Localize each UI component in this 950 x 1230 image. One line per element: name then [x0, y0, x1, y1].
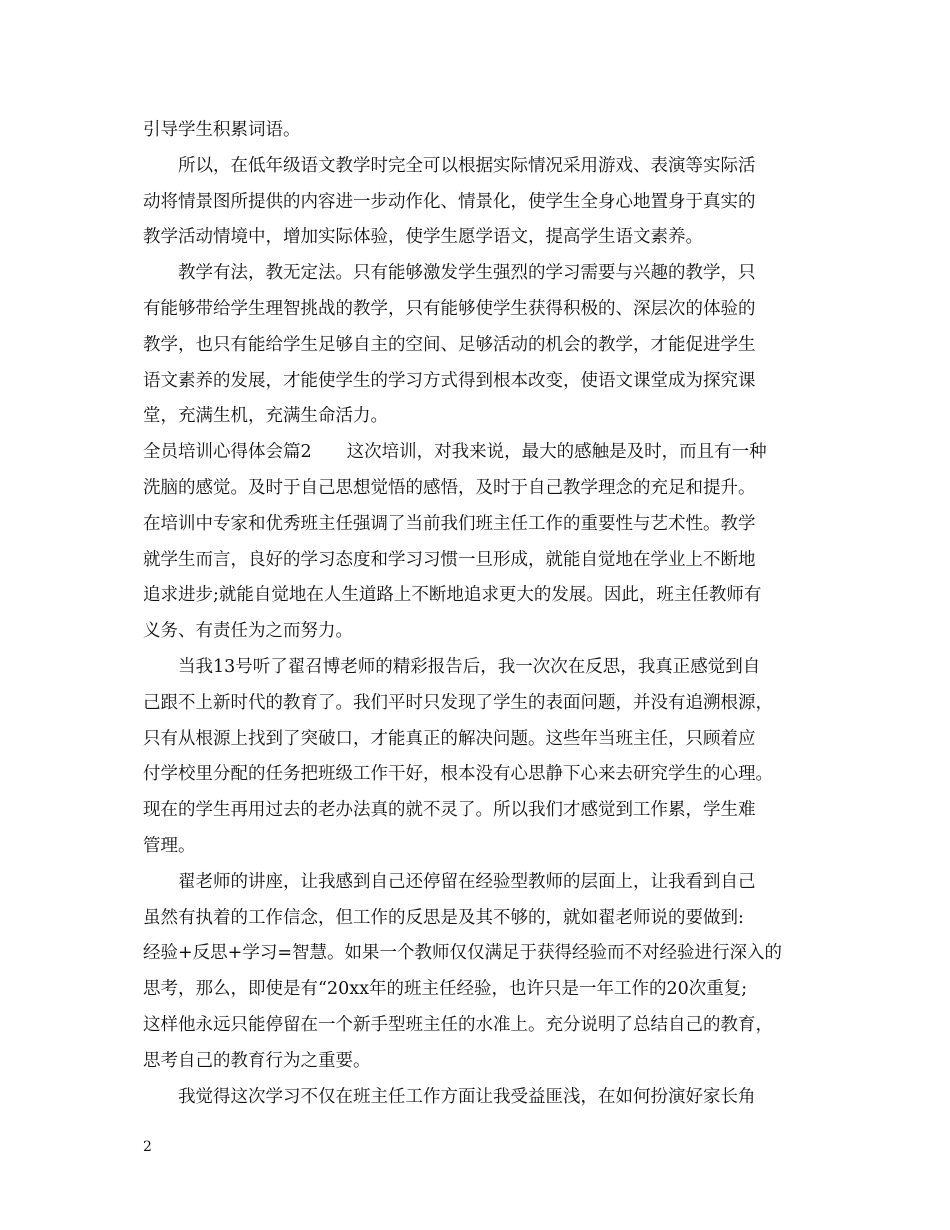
text-line: 教学，也只有能给学生足够自主的空间、足够活动的机会的教学，才能促进学生	[143, 334, 756, 355]
text-line: 管理。	[143, 835, 196, 856]
text-line: 思考自己的教育行为之重要。	[143, 1050, 371, 1071]
document-body	[143, 113, 813, 1115]
text-line: 动将情景图所提供的内容进一步动作化、情景化，使学生全身心地置身于真实的	[143, 191, 756, 212]
text-line: 翟老师的讲座，让我感到自己还停留在经验型教师的层面上，让我看到自己	[178, 871, 756, 892]
text-line: 当我13号听了翟召博老师的精彩报告后，我一次次在反思，我真正感觉到自	[178, 656, 761, 677]
text-line: 语文素养的发展，才能使学生的学习方式得到根本改变，使语文课堂成为探究课	[143, 370, 756, 391]
text-line: 洗脑的感觉。及时于自己思想觉悟的感悟，及时于自己教学理念的充足和提升。	[143, 477, 756, 498]
text-line: 义务、有责任为之而努力。	[143, 621, 353, 642]
text-line: 有能够带给学生理智挑战的教学，只有能够使学生获得积极的、深层次的体验的	[143, 298, 756, 319]
text-line: 就学生而言，良好的学习态度和学习习惯一旦形成，就能自觉地在学业上不断地	[143, 549, 756, 570]
text-line: 付学校里分配的任务把班级工作干好，根本没有心思静下心来去研究学生的心理。	[143, 764, 773, 785]
text-line: 堂，充满生机，充满生命活力。	[143, 406, 388, 427]
text-line: 现在的学生再用过去的老办法真的就不灵了。所以我们才感觉到工作累，学生难	[143, 800, 756, 821]
text-line: 只有从根源上找到了突破口，才能真正的解决问题。这些年当班主任，只顾着应	[143, 728, 756, 749]
text-line: 引导学生积累词语。	[143, 120, 301, 140]
text-line: 在培训中专家和优秀班主任强调了当前我们班主任工作的重要性与艺术性。教学	[143, 513, 756, 534]
text-line: 思考，那么，即使是有“20xx年的班主任经验，也许只是一年工作的20次重复;	[143, 979, 748, 1000]
text-line: 追求进步;就能自觉地在人生道路上不断地追求更大的发展。因此，班主任教师有	[143, 585, 762, 606]
text-line: 虽然有执着的工作信念，但工作的反思是及其不够的，就如翟老师说的要做到:	[143, 907, 744, 928]
text-line: 教学活动情境中，增加实际体验，使学生愿学语文，提高学生语文素养。	[143, 227, 703, 248]
text-line: 这样他永远只能停留在一个新手型班主任的水准上。充分说明了总结自己的教育，	[143, 1014, 773, 1035]
text-line: 全员培训心得体会篇2 这次培训，对我来说，最大的感触是及时，而且有一种	[143, 442, 767, 463]
text-line: 所以，在低年级语文教学时完全可以根据实际情况采用游戏、表演等实际活	[178, 155, 756, 176]
page-number: 2	[143, 1139, 152, 1155]
text-line: 教学有法，教无定法。只有能够激发学生强烈的学习需要与兴趣的教学，只	[178, 263, 756, 284]
text-line: 我觉得这次学习不仅在班主任工作方面让我受益匪浅，在如何扮演好家长角	[178, 1086, 756, 1107]
text-line: 己跟不上新时代的教育了。我们平时只发现了学生的表面问题，并没有追溯根源，	[143, 692, 773, 713]
text-line: 经验+反思+学习=智慧。如果一个教师仅仅满足于获得经验而不对经验进行深入的	[143, 943, 782, 964]
